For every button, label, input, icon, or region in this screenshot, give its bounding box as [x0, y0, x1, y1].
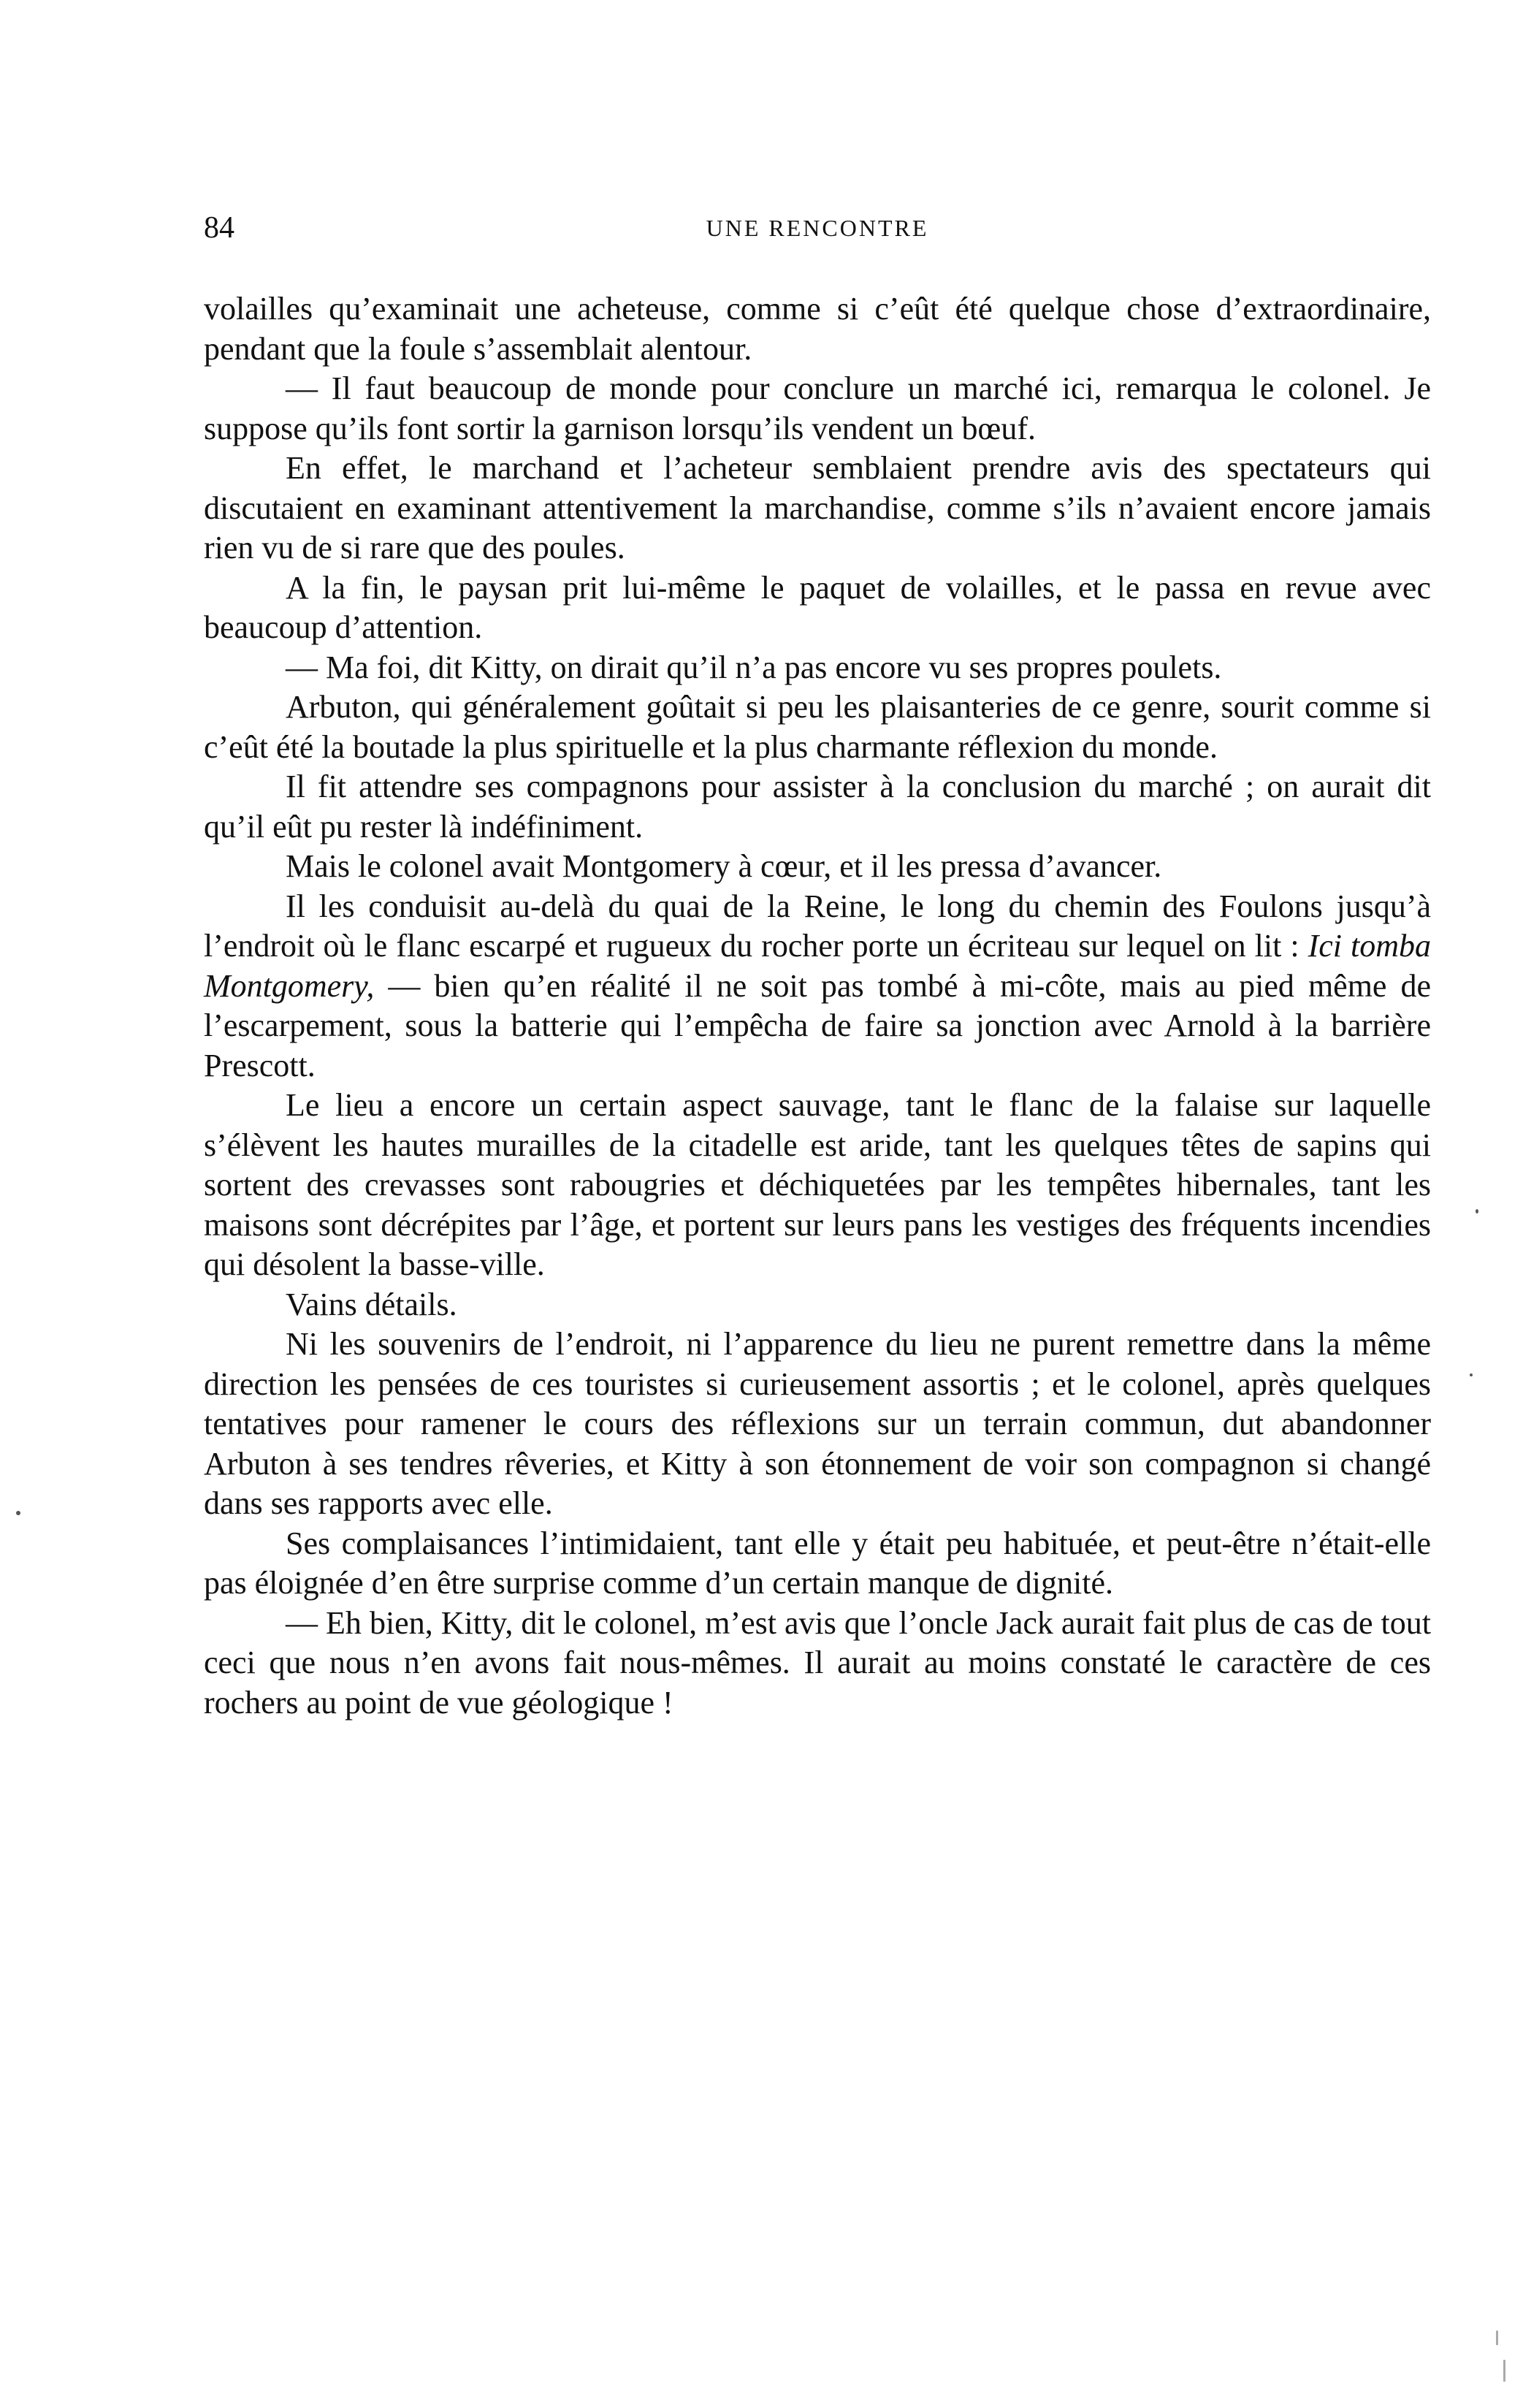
running-title: UNE RENCONTRE [706, 215, 929, 241]
paragraph-montgomery [204, 887, 1431, 1086]
page-header [204, 206, 1431, 250]
paragraph-text: — bien qu’en réalité il ne soit pas tombé à mi-côte, mais au pied même de l’escarpement, sous la batterie qui l’empêcha de faire sa jonction avec Arnold à la barrière Prescott. [204, 967, 1431, 1083]
italic-inscription: Ici tomba Montgomery, [204, 928, 1432, 1004]
paragraph-text: Il les conduisit au-delà du quai de la Reine, le long du chemin des Foulons jusqu’à l’endroit où le flanc escarpé et rugueux du rocher porte un écriteau sur lequel on lit : [204, 888, 1431, 964]
paragraph: Le lieu a encore un certain aspect sauvage, tant le flanc de la falaise sur laquelle s’élèvent les hautes murailles de la citadelle est aride, tant les quelques têtes de sapins qui sortent des crevasses sont rabougries et déchiquetées par les tempêtes hibernales, tant les maisons sont décrépites par l’âge, et portent sur leurs pans les vestiges des fréquents incendies qui désolent la basse-ville. [204, 1087, 1431, 1282]
paragraph: Ses complaisances l’intimidaient, tant elle y était peu habituée, et peut-être n’était-elle pas éloignée d’en être surprise comme d’un certain manque de dignité. [204, 1525, 1431, 1601]
paragraph: Vains détails. [286, 1286, 457, 1322]
paragraph: — Il faut beaucoup de monde pour conclure un marché ici, remarqua le colonel. Je suppose qu’ils font sortir la garnison lorsqu’ils vendent un bœuf. [204, 370, 1431, 446]
paragraph: volailles qu’examinait une acheteuse, comme si c’eût été quelque chose d’extraordinaire, pendant que la foule s’assemblait alentour. [204, 291, 1431, 367]
paragraph: En effet, le marchand et l’acheteur semblaient prendre avis des spectateurs qui discutaient en examinant attentivement la marchandise, comme s’ils n’avaient encore jamais rien vu de si rare que des poules. [204, 450, 1431, 565]
paragraph: Mais le colonel avait Montgomery à cœur, et il les pressa d’avancer. [286, 848, 1162, 884]
paragraph: — Ma foi, dit Kitty, on dirait qu’il n’a pas encore vu ses propres poulets. [286, 649, 1222, 685]
scan-speck [1470, 1373, 1473, 1376]
paragraph: Il fit attendre ses compagnons pour assister à la conclusion du marché ; on aurait dit qu’il eût pu rester là indéfiniment. [204, 769, 1431, 845]
paragraph: A la fin, le paysan prit lui-même le paquet de volailles, et le passa en revue avec beaucoup d’attention. [204, 569, 1431, 645]
scan-speck [16, 1511, 20, 1515]
scan-speck [1496, 2331, 1498, 2345]
paragraph: — Eh bien, Kitty, dit le colonel, m’est avis que l’oncle Jack aurait fait plus de cas de tout ceci que nous n’en avons fait nous-mêmes. Il aurait au moins constaté le caractère de ces rochers au point de vue géologique ! [204, 1604, 1431, 1721]
scan-speck [1503, 2360, 1505, 2382]
page-number: 84 [204, 211, 234, 245]
paragraph: Arbuton, qui généralement goûtait si peu les plaisanteries de ce genre, sourit comme si c’eût été la boutade la plus spirituelle et la plus charmante réflexion du monde. [204, 689, 1431, 765]
body-text [204, 289, 1431, 1723]
paragraph: Ni les souvenirs de l’endroit, ni l’apparence du lieu ne purent remettre dans la même direction les pensées de ces touristes si curieusement assortis ; et le colonel, après quelques tentatives pour ramener le cours des réflexions sur un terrain commun, dut abandonner Arbuton à ses tendres rêveries, et Kitty à son étonnement de voir son compagnon si changé dans ses rapports avec elle. [204, 1326, 1431, 1521]
scan-speck [1476, 1209, 1478, 1213]
